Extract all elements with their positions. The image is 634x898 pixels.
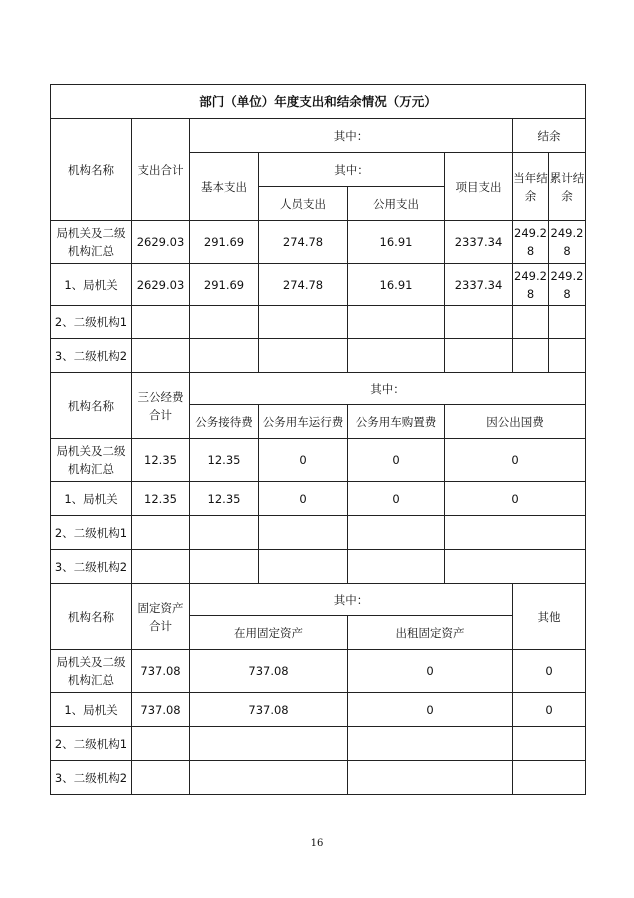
table-row xyxy=(51,516,586,550)
cell-in-use xyxy=(190,727,348,761)
cell-personnel: 274.78 xyxy=(259,264,348,306)
cell-other xyxy=(513,727,586,761)
cell-reception xyxy=(190,516,259,550)
expenditure-balance-table xyxy=(50,84,586,795)
cell-public xyxy=(348,339,445,373)
cell-other xyxy=(513,761,586,795)
cell-abroad xyxy=(445,550,586,584)
cell-vehicle-buy xyxy=(348,550,445,584)
cell-vehicle-run xyxy=(259,550,348,584)
cell-total: 2629.03 xyxy=(132,264,190,306)
row-name: 3、二级机构2 xyxy=(51,761,132,795)
cell-cumulative-balance xyxy=(549,306,586,339)
cell-current-balance: 249.28 xyxy=(513,221,549,264)
row-name: 3、二级机构2 xyxy=(51,550,132,584)
row-name: 局机关及二级机构汇总 xyxy=(51,650,132,693)
cell-total xyxy=(132,339,190,373)
cell-project xyxy=(445,339,513,373)
cell-vehicle-buy xyxy=(348,516,445,550)
cell-other: 0 xyxy=(513,650,586,693)
cell-project: 2337.34 xyxy=(445,221,513,264)
cell-total xyxy=(132,306,190,339)
cell-vehicle-run: 0 xyxy=(259,482,348,516)
project-expenditure-header: 项目支出 xyxy=(445,153,513,221)
table-row xyxy=(51,727,586,761)
cell-other: 0 xyxy=(513,693,586,727)
cell-total: 12.35 xyxy=(132,439,190,482)
cell-cumulative-balance: 249.28 xyxy=(549,221,586,264)
cell-basic: 291.69 xyxy=(190,221,259,264)
cell-vehicle-run xyxy=(259,516,348,550)
cell-total xyxy=(132,761,190,795)
table-row xyxy=(51,693,586,727)
cell-rented: 0 xyxy=(348,650,513,693)
cell-total: 2629.03 xyxy=(132,221,190,264)
cell-basic xyxy=(190,306,259,339)
table-row xyxy=(51,761,586,795)
cell-total: 737.08 xyxy=(132,693,190,727)
cell-total xyxy=(132,516,190,550)
cell-rented: 0 xyxy=(348,693,513,727)
public-expenditure-header: 公用支出 xyxy=(348,187,445,221)
cell-project: 2337.34 xyxy=(445,264,513,306)
row-name: 1、局机关 xyxy=(51,693,132,727)
table-row xyxy=(51,306,586,339)
table-row xyxy=(51,264,586,306)
cell-current-balance: 249.28 xyxy=(513,264,549,306)
vehicle-purchase-header: 公务用车购置费 xyxy=(348,405,445,439)
expenditure-total-header: 支出合计 xyxy=(132,119,190,221)
cell-cumulative-balance xyxy=(549,339,586,373)
cell-vehicle-buy: 0 xyxy=(348,482,445,516)
cell-personnel xyxy=(259,306,348,339)
table-row xyxy=(51,339,586,373)
page-number: 16 xyxy=(310,838,324,849)
cell-rented xyxy=(348,761,513,795)
cell-reception: 12.35 xyxy=(190,439,259,482)
institution-header: 机构名称 xyxy=(51,119,132,221)
cell-basic xyxy=(190,339,259,373)
cell-personnel: 274.78 xyxy=(259,221,348,264)
of-which-subheader: 其中： xyxy=(259,153,445,187)
cell-total xyxy=(132,550,190,584)
cumulative-balance-header: 累计结余 xyxy=(549,153,586,221)
cell-personnel xyxy=(259,339,348,373)
row-name: 2、二级机构1 xyxy=(51,306,132,339)
other-header: 其他 xyxy=(513,584,586,650)
cell-public: 16.91 xyxy=(348,221,445,264)
row-name: 1、局机关 xyxy=(51,482,132,516)
row-name: 局机关及二级机构汇总 xyxy=(51,221,132,264)
institution-header: 机构名称 xyxy=(51,584,132,650)
of-which-header: 其中： xyxy=(190,584,513,616)
cell-in-use: 737.08 xyxy=(190,693,348,727)
table-row xyxy=(51,439,586,482)
table-row xyxy=(51,221,586,264)
cell-reception xyxy=(190,550,259,584)
cell-basic: 291.69 xyxy=(190,264,259,306)
cell-total: 737.08 xyxy=(132,650,190,693)
rented-assets-header: 出租固定资产 xyxy=(348,616,513,650)
row-name: 2、二级机构1 xyxy=(51,727,132,761)
row-name: 2、二级机构1 xyxy=(51,516,132,550)
institution-header: 机构名称 xyxy=(51,373,132,439)
row-name: 1、局机关 xyxy=(51,264,132,306)
cell-total xyxy=(132,727,190,761)
of-which-header: 其中： xyxy=(190,373,586,405)
row-name: 局机关及二级机构汇总 xyxy=(51,439,132,482)
cell-project xyxy=(445,306,513,339)
cell-current-balance xyxy=(513,306,549,339)
reception-fee-header: 公务接待费 xyxy=(190,405,259,439)
table-row xyxy=(51,482,586,516)
cell-reception: 12.35 xyxy=(190,482,259,516)
current-balance-header: 当年结余 xyxy=(513,153,549,221)
cell-abroad: 0 xyxy=(445,482,586,516)
cell-in-use: 737.08 xyxy=(190,650,348,693)
cell-abroad xyxy=(445,516,586,550)
cell-current-balance xyxy=(513,339,549,373)
cell-vehicle-run: 0 xyxy=(259,439,348,482)
personnel-expenditure-header: 人员支出 xyxy=(259,187,348,221)
three-public-total-header: 三公经费合计 xyxy=(132,373,190,439)
fixed-assets-total-header: 固定资产合计 xyxy=(132,584,190,650)
cell-public: 16.91 xyxy=(348,264,445,306)
cell-cumulative-balance: 249.28 xyxy=(549,264,586,306)
in-use-assets-header: 在用固定资产 xyxy=(190,616,348,650)
cell-total: 12.35 xyxy=(132,482,190,516)
table-row xyxy=(51,550,586,584)
cell-public xyxy=(348,306,445,339)
basic-expenditure-header: 基本支出 xyxy=(190,153,259,221)
cell-vehicle-buy: 0 xyxy=(348,439,445,482)
balance-header: 结余 xyxy=(513,119,586,153)
of-which-header: 其中： xyxy=(190,119,513,153)
cell-rented xyxy=(348,727,513,761)
cell-in-use xyxy=(190,761,348,795)
table-title: 部门（单位）年度支出和结余情况（万元） xyxy=(51,85,586,119)
row-name: 3、二级机构2 xyxy=(51,339,132,373)
overseas-travel-header: 因公出国费 xyxy=(445,405,586,439)
table-row xyxy=(51,650,586,693)
cell-abroad: 0 xyxy=(445,439,586,482)
vehicle-operation-header: 公务用车运行费 xyxy=(259,405,348,439)
